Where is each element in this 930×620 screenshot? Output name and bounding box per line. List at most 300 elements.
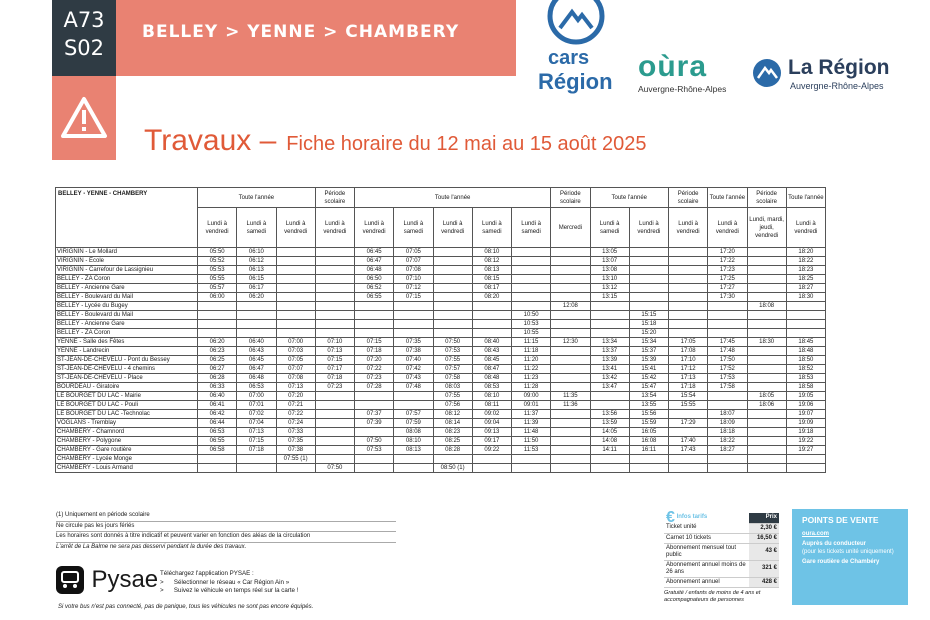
stop-name: YENNE - Salle des Fêtes [56,338,198,347]
day-header: Lundi à vendredi [708,208,747,248]
time-cell: 06:42 [198,410,237,419]
stop-name: VIRIGNIN - Ecole [56,257,198,266]
table-row [56,257,826,266]
time-cell: 07:57 [394,410,433,419]
time-cell [237,302,276,311]
time-cell: 18:18 [708,428,747,437]
time-cell [629,302,668,311]
time-cell: 06:00 [198,293,237,302]
time-cell [315,419,354,428]
time-cell: 07:02 [237,410,276,419]
note-2: Ne circule pas les jours fériés [56,522,396,533]
stop-name: CHAMBERY - Gare routière [56,446,198,455]
tarif-label: Abonnement annuel [664,577,749,587]
time-cell: 11:23 [512,374,551,383]
time-cell: 18:25 [786,275,825,284]
time-cell [394,401,433,410]
time-cell: 12:30 [551,338,590,347]
time-cell: 08:47 [472,365,511,374]
region-name: La Région [788,56,890,79]
time-cell: 07:15 [355,338,394,347]
time-cell [315,392,354,401]
time-cell: 17:53 [708,374,747,383]
time-cell [315,428,354,437]
time-cell [747,419,786,428]
day-header: Lundi à vendredi [669,208,708,248]
time-cell: 17:45 [708,338,747,347]
time-cell: 05:50 [198,248,237,257]
day-header: Mercredi [551,208,590,248]
time-cell: 10:50 [512,311,551,320]
tarif-label: Abonnement annuel moins de 26 ans [664,560,749,577]
time-cell: 06:58 [198,446,237,455]
time-cell: 11:15 [512,338,551,347]
time-cell: 15:37 [629,347,668,356]
group-header: Toute l'année [590,188,669,208]
table-row [56,437,826,446]
time-cell: 06:48 [355,266,394,275]
stop-name: BOURDEAU - Giratoire [56,383,198,392]
time-cell [512,464,551,473]
time-cell: 17:58 [708,383,747,392]
time-cell [747,428,786,437]
time-cell: 13:34 [590,338,629,347]
time-cell: 18:27 [708,446,747,455]
time-cell [708,392,747,401]
time-cell: 13:41 [590,365,629,374]
time-cell: 06:53 [237,383,276,392]
time-cell: 07:38 [276,446,315,455]
time-cell [669,428,708,437]
time-cell [355,320,394,329]
time-cell [433,311,472,320]
stop-name: CHAMBERY - Lycée Monge [56,455,198,464]
time-cell [512,284,551,293]
time-cell: 06:27 [198,365,237,374]
time-cell: 06:15 [237,275,276,284]
time-cell [237,464,276,473]
time-cell [198,455,237,464]
time-cell: 08:40 [472,338,511,347]
time-cell [708,464,747,473]
stop-name: VIRIGNIN - Carrefour de Lassignieu [56,266,198,275]
time-cell: 18:06 [747,401,786,410]
time-cell [551,248,590,257]
time-cell: 06:52 [355,284,394,293]
time-cell [551,446,590,455]
time-cell: 07:08 [394,266,433,275]
time-cell: 06:13 [237,266,276,275]
time-cell [433,266,472,275]
time-cell [551,356,590,365]
time-cell: 08:53 [472,383,511,392]
time-cell: 07:57 [433,365,472,374]
table-row [56,338,826,347]
time-cell [512,302,551,311]
tarif-price: 16,50 € [749,533,779,543]
time-cell: 08:11 [472,401,511,410]
table-row [56,374,826,383]
time-cell: 18:23 [786,266,825,275]
time-cell [747,275,786,284]
table-row [56,428,826,437]
time-cell: 19:09 [786,419,825,428]
stop-name: VIRIGNIN - Le Mollard [56,248,198,257]
tarif-label: Ticket unité [664,523,749,533]
time-cell: 06:25 [198,356,237,365]
time-cell [747,257,786,266]
time-cell: 06:44 [198,419,237,428]
tarif-price: 2,30 € [749,523,779,533]
time-cell: 07:07 [276,365,315,374]
region-emblem [752,58,782,88]
tarif-price: 321 € [749,560,779,577]
time-cell: 07:18 [237,446,276,455]
table-row [56,455,826,464]
time-cell: 19:18 [786,428,825,437]
time-cell: 18:05 [747,392,786,401]
note-4: L'arrêt de La Balme ne sera pas desservi pendant la durée des travaux. [56,543,247,550]
time-cell: 07:24 [276,419,315,428]
time-cell: 07:56 [433,401,472,410]
time-cell: 17:10 [669,356,708,365]
time-cell [433,320,472,329]
time-cell [747,446,786,455]
time-cell: 07:50 [355,437,394,446]
time-cell: 13:55 [629,401,668,410]
time-cell: 16:08 [629,437,668,446]
time-cell: 07:18 [355,347,394,356]
time-cell [276,275,315,284]
cars-line2: Région [538,69,613,94]
time-cell [669,266,708,275]
time-cell: 07:15 [237,437,276,446]
time-cell: 07:23 [355,374,394,383]
stop-name: BELLEY - Boulevard du Mail [56,293,198,302]
time-cell: 11:20 [512,356,551,365]
time-cell: 05:52 [198,257,237,266]
table-row [56,329,826,338]
time-cell: 18:08 [747,302,786,311]
time-cell: 08:13 [394,446,433,455]
time-cell: 07:59 [394,419,433,428]
line-code-sub: S02 [63,36,105,60]
time-cell: 13:37 [590,347,629,356]
time-cell: 15:55 [669,401,708,410]
table-row [56,347,826,356]
time-cell: 19:27 [786,446,825,455]
time-cell: 07:05 [394,248,433,257]
time-cell: 07:33 [276,428,315,437]
time-cell [747,266,786,275]
day-header: Lundi à samedi [512,208,551,248]
time-cell: 17:27 [708,284,747,293]
time-cell: 06:45 [237,356,276,365]
tarif-row [664,560,779,577]
time-cell [315,437,354,446]
time-cell: 11:18 [512,347,551,356]
time-cell: 07:07 [394,257,433,266]
time-cell [669,275,708,284]
time-cell: 08:17 [472,284,511,293]
pysae-line2: > Sélectionner le réseau « Car Région Ain » [160,578,290,586]
time-cell: 13:42 [590,374,629,383]
bus-icon [56,566,84,594]
time-cell [512,275,551,284]
time-cell [590,464,629,473]
time-cell [276,329,315,338]
time-cell: 07:50 [315,464,354,473]
tarif-row [664,577,779,587]
time-cell [590,302,629,311]
time-cell: 15:20 [629,329,668,338]
time-cell: 07:55 [433,356,472,365]
time-cell [512,266,551,275]
time-cell [472,302,511,311]
time-cell [276,320,315,329]
day-header: Lundi à vendredi [276,208,315,248]
time-cell [394,464,433,473]
table-row [56,275,826,284]
time-cell [315,293,354,302]
time-cell [198,464,237,473]
table-row [56,410,826,419]
time-cell [629,455,668,464]
time-cell [786,329,825,338]
day-header: Lundi à samedi [237,208,276,248]
time-cell [315,320,354,329]
time-cell [669,311,708,320]
time-cell [747,383,786,392]
time-cell [590,401,629,410]
time-cell: 13:56 [590,410,629,419]
page-title [144,124,647,158]
time-cell [394,320,433,329]
time-cell: 08:15 [472,275,511,284]
time-cell: 17:30 [708,293,747,302]
time-cell: 06:47 [237,365,276,374]
time-cell: 15:47 [629,383,668,392]
time-cell: 07:00 [276,338,315,347]
time-cell: 18:45 [786,338,825,347]
time-cell [551,257,590,266]
time-cell: 17:40 [669,437,708,446]
pysae-logo [56,566,158,594]
time-cell [433,293,472,302]
time-cell [669,410,708,419]
pysae-brand: Pysae [91,566,159,593]
time-cell [747,311,786,320]
day-header: Lundi à vendredi [786,208,825,248]
time-cell: 11:39 [512,419,551,428]
time-cell: 07:50 [433,338,472,347]
tarif-row [664,533,779,543]
title-main: Travaux – [144,124,277,157]
time-cell [551,293,590,302]
time-cell [708,401,747,410]
day-header: Lundi à vendredi [355,208,394,248]
time-cell [315,302,354,311]
time-cell: 18:22 [708,437,747,446]
time-cell [669,329,708,338]
oura-sub: Auvergne-Rhône-Alpes [638,84,727,94]
time-cell [747,410,786,419]
time-cell [276,311,315,320]
time-cell: 06:53 [198,428,237,437]
time-cell: 08:45 [472,356,511,365]
timetable-corner: BELLEY - YENNE - CHAMBERY [56,188,198,248]
time-cell: 07:20 [355,356,394,365]
time-cell: 07:55 (1) [276,455,315,464]
time-cell: 18:58 [786,383,825,392]
day-header: Lundi à vendredi [198,208,237,248]
day-header: Lundi à vendredi [433,208,472,248]
time-cell: 07:10 [315,338,354,347]
day-header: Lundi à samedi [472,208,511,248]
time-cell [669,455,708,464]
time-cell [551,347,590,356]
time-cell: 17:22 [708,257,747,266]
table-row [56,356,826,365]
day-header: Lundi à samedi [590,208,629,248]
time-cell: 06:45 [355,248,394,257]
time-cell: 18:30 [747,338,786,347]
oura-name: oùra [638,50,708,83]
time-cell: 13:59 [590,419,629,428]
time-cell: 13:15 [590,293,629,302]
tarifs-title: Infos tarifs [676,514,708,520]
time-cell: 15:59 [629,419,668,428]
note-1: (1) Uniquement en période scolaire [56,511,396,522]
time-cell [198,329,237,338]
time-cell [237,311,276,320]
time-cell: 17:13 [669,374,708,383]
time-cell [551,455,590,464]
time-cell [629,275,668,284]
time-cell: 18:20 [786,248,825,257]
time-cell [433,302,472,311]
time-cell: 07:05 [276,356,315,365]
time-cell [551,275,590,284]
time-cell [276,248,315,257]
time-cell [315,401,354,410]
time-cell: 18:30 [786,293,825,302]
euro-icon: € [666,509,675,526]
time-cell: 07:00 [237,392,276,401]
tarif-label: Abonnement mensuel tout public [664,543,749,560]
time-cell [747,437,786,446]
time-cell [433,248,472,257]
day-header: Lundi, mardi, jeudi, vendredi [747,208,786,248]
time-cell: 17:18 [669,383,708,392]
time-cell [551,383,590,392]
stop-name: CHAMBERY - Louis Armand [56,464,198,473]
time-cell [355,401,394,410]
cars-region-logo [538,0,626,100]
time-cell: 18:07 [708,410,747,419]
time-cell: 05:55 [198,275,237,284]
route-title: BELLEY > YENNE > CHAMBERY [142,22,460,42]
time-cell: 08:14 [433,419,472,428]
time-cell: 15:18 [629,320,668,329]
time-cell [629,266,668,275]
table-row [56,446,826,455]
time-cell [669,284,708,293]
time-cell [315,248,354,257]
time-cell: 10:55 [512,329,551,338]
time-cell [315,410,354,419]
time-cell: 19:22 [786,437,825,446]
time-cell: 13:08 [590,266,629,275]
table-row [56,419,826,428]
day-header: Lundi à samedi [394,208,433,248]
time-cell [198,311,237,320]
time-cell [708,302,747,311]
time-cell [237,320,276,329]
time-cell [747,347,786,356]
time-cell: 07:20 [276,392,315,401]
time-cell [433,284,472,293]
pv-site-link[interactable]: oura.com [802,530,830,537]
time-cell [237,455,276,464]
region-logo [752,56,912,102]
time-cell: 08:23 [433,428,472,437]
time-cell [551,374,590,383]
time-cell: 19:06 [786,401,825,410]
stop-name: CHAMBERY - Polygone [56,437,198,446]
time-cell [747,329,786,338]
time-cell: 19:07 [786,410,825,419]
stop-name: YENNE - Landrecin [56,347,198,356]
note-3: Les horaires sont donnés à titre indicatif et peuvent varier en fonction des aléas de la circulation [56,532,396,543]
time-cell: 15:42 [629,374,668,383]
time-cell [590,455,629,464]
time-cell: 06:41 [198,401,237,410]
time-cell [669,257,708,266]
time-cell: 07:08 [276,374,315,383]
time-cell: 14:08 [590,437,629,446]
time-cell: 11:37 [512,410,551,419]
time-cell: 07:15 [394,293,433,302]
table-row [56,320,826,329]
time-cell [629,464,668,473]
time-cell [551,284,590,293]
time-cell: 06:47 [355,257,394,266]
time-cell [747,365,786,374]
time-cell: 15:34 [629,338,668,347]
time-cell: 17:29 [669,419,708,428]
time-cell: 07:37 [355,410,394,419]
time-cell: 09:17 [472,437,511,446]
time-cell: 06:23 [198,347,237,356]
table-row [56,248,826,257]
time-cell: 07:40 [394,356,433,365]
time-cell: 17:48 [708,347,747,356]
time-cell: 07:23 [315,383,354,392]
oura-logo [638,52,748,102]
time-cell [315,446,354,455]
time-cell: 08:20 [472,293,511,302]
notes [56,511,396,552]
time-cell: 09:22 [472,446,511,455]
time-cell [394,311,433,320]
time-cell: 11:36 [551,401,590,410]
time-cell [198,302,237,311]
time-cell [786,302,825,311]
time-cell [629,284,668,293]
time-cell [433,455,472,464]
time-cell [747,248,786,257]
